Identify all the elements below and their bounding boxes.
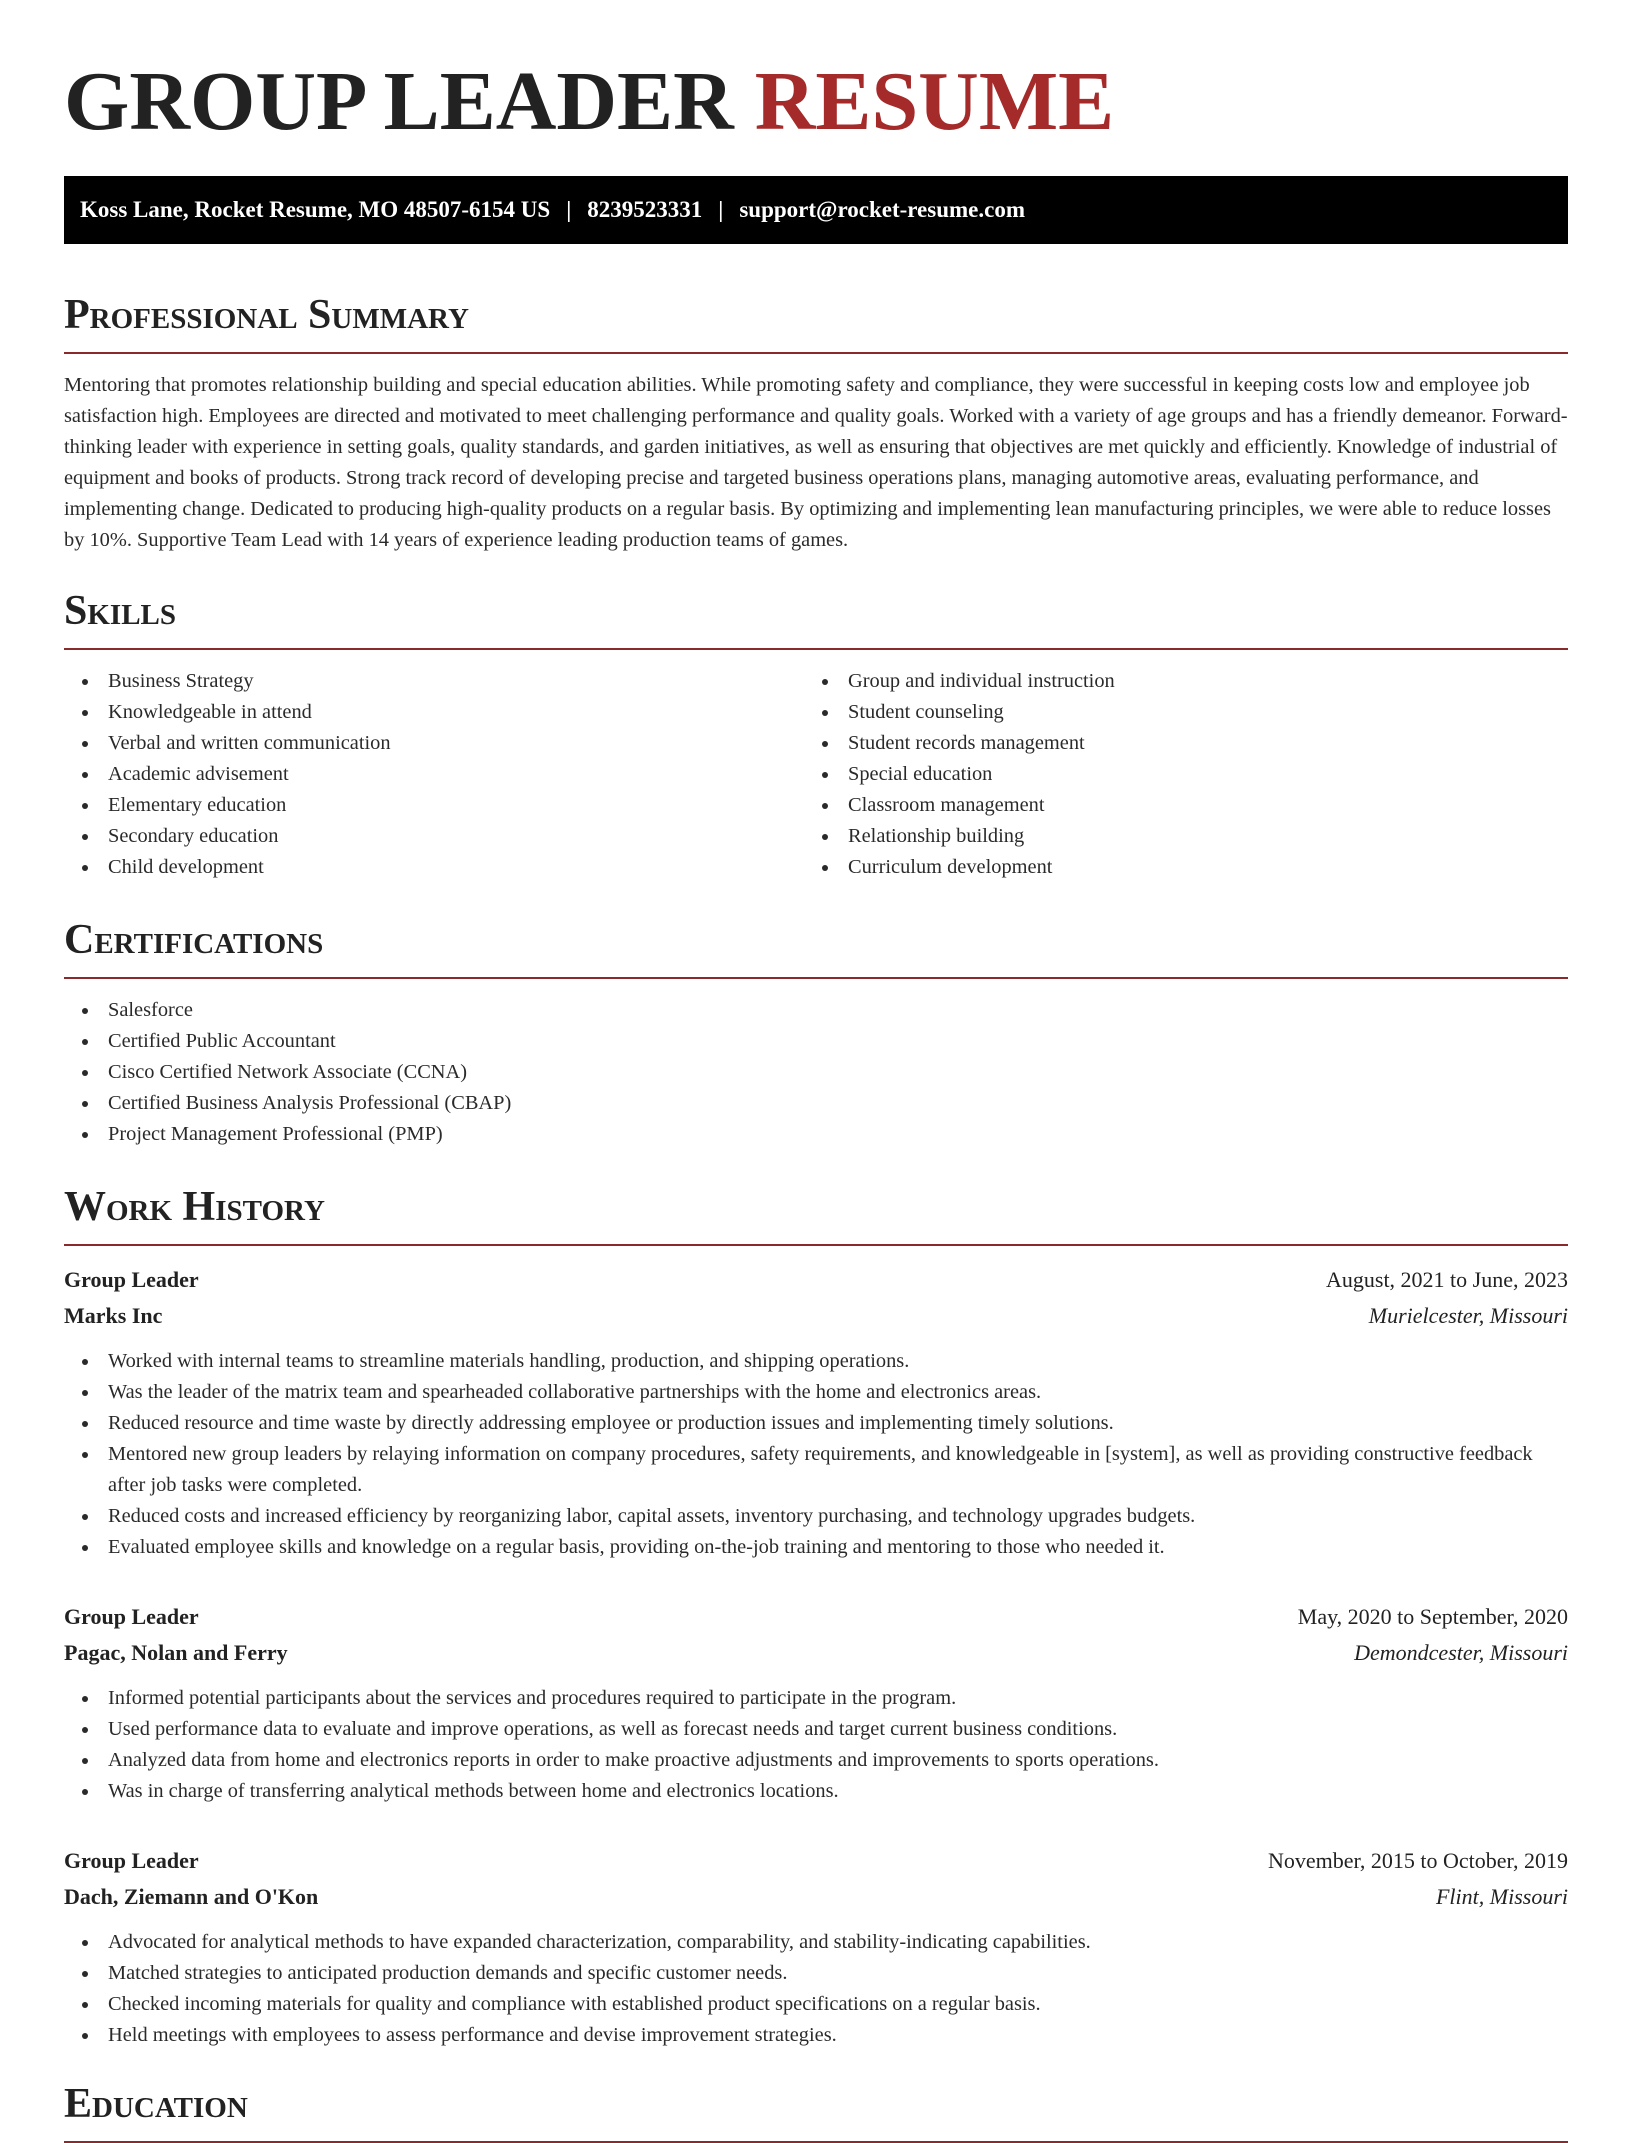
- certifications-heading: Certifications: [64, 915, 1568, 979]
- job-bullet: Matched strategies to anticipated production demands and specific customer needs.: [64, 1958, 1568, 1989]
- job-bullet: Reduced resource and time waste by directly addressing employee or production issues and implementing timely solutions.: [64, 1408, 1568, 1439]
- contact-separator: |: [566, 197, 572, 222]
- skill-item: Child development: [64, 852, 804, 883]
- contact-phone: 8239523331: [587, 197, 703, 222]
- certification-item: Cisco Certified Network Associate (CCNA): [64, 1057, 1568, 1088]
- certification-item: Certified Business Analysis Professional (CBAP): [64, 1088, 1568, 1119]
- summary-heading: Professional Summary: [64, 290, 1568, 354]
- skill-item: Elementary education: [64, 790, 804, 821]
- job-bullet: Checked incoming materials for quality and compliance with established product specifications on a regular basis.: [64, 1989, 1568, 2020]
- skill-item: Student counseling: [804, 697, 1544, 728]
- resume-title: [64, 52, 1568, 152]
- job-entry: [64, 1599, 1568, 1807]
- contact-separator: |: [718, 197, 724, 222]
- job-header-row: [64, 1599, 1568, 1635]
- title-main: GROUP LEADER: [64, 55, 734, 148]
- contact-email: support@rocket-resume.com: [739, 197, 1025, 222]
- job-bullet: Worked with internal teams to streamline materials handling, production, and shipping operations.: [64, 1346, 1568, 1377]
- skill-item: Secondary education: [64, 821, 804, 852]
- job-bullets: [64, 1346, 1568, 1563]
- job-bullet: Held meetings with employees to assess performance and devise improvement strategies.: [64, 2020, 1568, 2051]
- contact-bar: [64, 176, 1568, 244]
- job-location: Murielcester, Missouri: [1368, 1303, 1568, 1328]
- skills-list-left: [64, 666, 804, 883]
- skills-columns: [64, 666, 1568, 883]
- job-location: Flint, Missouri: [1435, 1884, 1568, 1909]
- job-title: Group Leader: [64, 1848, 199, 1873]
- skills-list-right: [804, 666, 1544, 883]
- job-bullet: Mentored new group leaders by relaying information on company procedures, safety requirements, and knowledgeable in [system], as well as providing constructive feedback after job tasks were completed.: [64, 1439, 1568, 1501]
- skill-item: Group and individual instruction: [804, 666, 1544, 697]
- job-entry: [64, 1262, 1568, 1563]
- skill-item: Relationship building: [804, 821, 1544, 852]
- contact-address: Koss Lane, Rocket Resume, MO 48507-6154 US: [80, 197, 551, 222]
- title-accent: RESUME: [754, 55, 1115, 148]
- job-bullet: Used performance data to evaluate and improve operations, as well as forecast needs and target current business conditions.: [64, 1714, 1568, 1745]
- job-bullet: Analyzed data from home and electronics reports in order to make proactive adjustments and improvements to sports operations.: [64, 1745, 1568, 1776]
- resume-page: [64, 0, 1568, 2143]
- job-bullets: [64, 1683, 1568, 1807]
- skill-item: Business Strategy: [64, 666, 804, 697]
- job-company-row: [64, 1298, 1568, 1334]
- job-company-row: [64, 1879, 1568, 1915]
- job-title: Group Leader: [64, 1267, 199, 1292]
- job-bullet: Informed potential participants about the services and procedures required to participate in the program.: [64, 1683, 1568, 1714]
- certification-item: Project Management Professional (PMP): [64, 1119, 1568, 1150]
- certification-item: Certified Public Accountant: [64, 1026, 1568, 1057]
- skill-item: Verbal and written communication: [64, 728, 804, 759]
- job-bullet: Was the leader of the matrix team and spearheaded collaborative partnerships with the home and electronics areas.: [64, 1377, 1568, 1408]
- job-company: Marks Inc: [64, 1303, 163, 1328]
- job-header-row: [64, 1262, 1568, 1298]
- job-header-row: [64, 1843, 1568, 1879]
- skill-item: Curriculum development: [804, 852, 1544, 883]
- job-bullet: Evaluated employee skills and knowledge on a regular basis, providing on-the-job training and mentoring to those who needed it.: [64, 1532, 1568, 1563]
- certification-item: Salesforce: [64, 995, 1568, 1026]
- summary-text: Mentoring that promotes relationship building and special education abilities. While promoting safety and compliance, they were successful in keeping costs low and employee job satisfaction high. Employees are directed and motivated to meet challenging performance and quality goals. Worked with a variety of age groups and has a friendly demeanor. Forward-thinking leader with experience in setting goals, quality standards, and garden initiatives, as well as ensuring that objectives are met quickly and efficiently. Knowledge of industrial of equipment and books of products. Strong track record of developing precise and targeted business operations plans, managing automotive areas, evaluating performance, and implementing change. Dedicated to producing high-quality products on a regular basis. By optimizing and implementing lean manufacturing principles, we were able to reduce losses by 10%. Supportive Team Lead with 14 years of experience leading production teams of games.: [64, 374, 1568, 551]
- job-bullet: Advocated for analytical methods to have expanded characterization, comparability, and stability-indicating capabilities.: [64, 1927, 1568, 1958]
- job-location: Demondcester, Missouri: [1354, 1640, 1568, 1665]
- job-dates: May, 2020 to September, 2020: [1297, 1604, 1568, 1629]
- work-history-heading: Work History: [64, 1182, 1568, 1246]
- job-bullet: Reduced costs and increased efficiency by reorganizing labor, capital assets, inventory purchasing, and technology upgrades budgets.: [64, 1501, 1568, 1532]
- skill-item: Special education: [804, 759, 1544, 790]
- job-company-row: [64, 1635, 1568, 1671]
- job-entry: [64, 1843, 1568, 2051]
- skill-item: Academic advisement: [64, 759, 804, 790]
- job-company: Pagac, Nolan and Ferry: [64, 1640, 288, 1665]
- job-dates: August, 2021 to June, 2023: [1326, 1267, 1568, 1292]
- job-dates: November, 2015 to October, 2019: [1267, 1848, 1568, 1873]
- skills-heading: Skills: [64, 586, 1568, 650]
- skill-item: Knowledgeable in attend: [64, 697, 804, 728]
- skill-item: Classroom management: [804, 790, 1544, 821]
- job-bullets: [64, 1927, 1568, 2051]
- certifications-list: [64, 995, 1568, 1150]
- job-company: Dach, Ziemann and O'Kon: [64, 1884, 319, 1909]
- job-title: Group Leader: [64, 1604, 199, 1629]
- skill-item: Student records management: [804, 728, 1544, 759]
- job-bullet: Was in charge of transferring analytical methods between home and electronics locations.: [64, 1776, 1568, 1807]
- education-heading: Education: [64, 2079, 1568, 2143]
